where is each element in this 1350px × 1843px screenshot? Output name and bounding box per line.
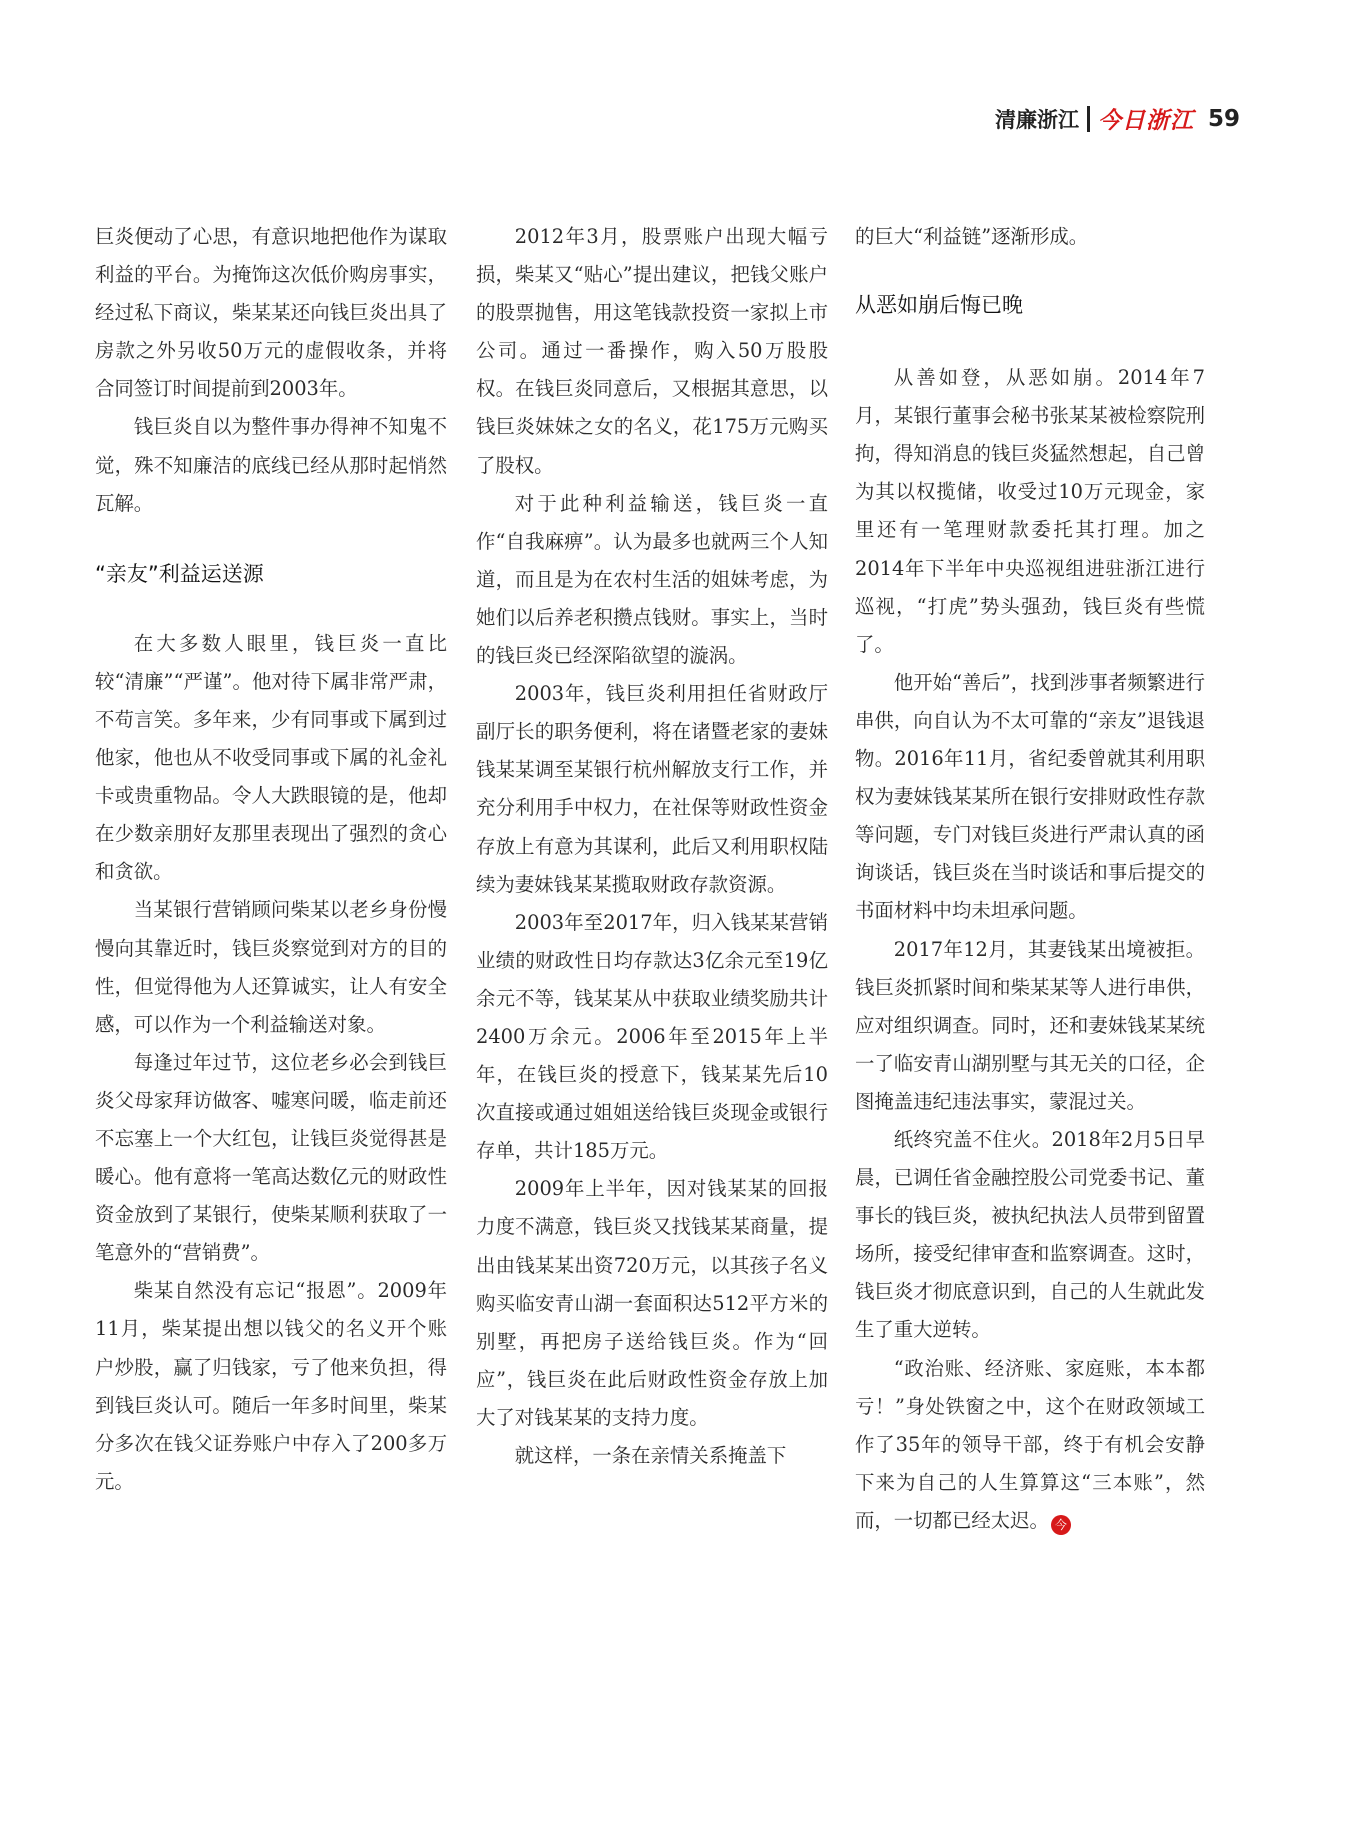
paragraph: 每逢过年过节，这位老乡必会到钱巨炎父母家拜访做客、嘘寒问暖，临走前还不忘塞上一个大红包，让钱巨炎觉得甚是暖心。他有意将一笔高达数亿元的财政性资金放到了某银行，使柴某顺利获取了一笔意外的“营销费”。 (95, 1050, 447, 1265)
paragraph: 2009年上半年，因对钱某某的回报力度不满意，钱巨炎又找钱某某商量，提出由钱某某出资720万元，以其孩子名义购买临安青山湖一套面积达512平方米的别墅，再把房子送给钱巨炎。作为“回应”，钱巨炎在此后财政性资金存放上加大了对钱某某的支持力度。 (476, 1177, 828, 1429)
page-number: 59 (1207, 105, 1240, 132)
paragraph: 纸终究盖不住火。2018年2月5日早晨，已调任省金融控股公司党委书记、董事长的钱巨炎，被执纪执法人员带到留置场所，接受纪律审查和监察调查。这时，钱巨炎才彻底意识到，自己的人生就此发生了重大逆转。 (855, 1127, 1205, 1342)
paragraph: 就这样，一条在亲情关系掩盖下 (514, 1444, 787, 1467)
section-heading: 从恶如崩后悔已晚 (855, 293, 1023, 318)
header-divider (1087, 106, 1090, 132)
paragraph: 在大多数人眼里，钱巨炎一直比较“清廉”“严谨”。他对待下属非常严肃，不苟言笑。多年来，少有同事或下属到过他家，他也从不收受同事或下属的礼金礼卡或贵重物品。令人大跌眼镜的是，他却在少数亲朋好友那里表现出了强烈的贪心和贪欲。 (95, 631, 447, 884)
page-header (995, 102, 1240, 135)
paragraph: 2003年至2017年，归入钱某某营销业绩的财政性日均存款达3亿余元至19亿余元不等，钱某某从中获取业绩奖励共计2400万余元。2006年至2015年上半年，在钱巨炎的授意下，钱某某先后10次直接或通过姐姐送给钱巨炎现金或银行存单，共计185万元。 (476, 910, 828, 1163)
article-column-2 (476, 218, 828, 1475)
paragraph: 2012年3月，股票账户出现大幅亏损，柴某又“贴心”提出建议，把钱父账户的股票抛售，用这笔钱款投资一家拟上市公司。通过一番操作，购入50万股股权。在钱巨炎同意后，又根据其意思，以钱巨炎妹妹之女的名义，花175万元购买了股权。 (476, 225, 828, 477)
section-heading: “亲友”利益运送源 (95, 561, 264, 586)
paragraph-final (855, 1350, 1205, 1540)
article-column-3 (855, 218, 1205, 1540)
paragraph: 巨炎便动了心思，有意识地把他作为谋取利益的平台。为掩饰这次低价购房事实，经过私下商议，柴某某还向钱巨炎出具了房款之外另收50万元的虚假收条，并将合同签订时间提前到2003年。 (95, 225, 447, 401)
paragraph: 当某银行营销顾问柴某以老乡身份慢慢向其靠近时，钱巨炎察觉到对方的目的性，但觉得他为人还算诚实，让人有安全感，可以作为一个利益输送对象。 (95, 898, 447, 1036)
paragraph: 的巨大“利益链”逐渐形成。 (855, 225, 1089, 248)
paragraph: 对于此种利益输送，钱巨炎一直作“自我麻痹”。认为最多也就两三个人知道，而且是为在农村生活的姐妹考虑，为她们以后养老积攒点钱财。事实上，当时的钱巨炎已经深陷欲望的漩涡。 (476, 491, 828, 668)
end-mark-icon: 今 (1051, 1515, 1071, 1535)
section-title: 清廉浙江 (994, 107, 1079, 132)
paragraph-text: “政治账、经济账、家庭账，本本都亏！”身处铁窗之中，这个在财政领域工作了35年的领导干部，终于有机会安静下来为自己的人生算算这“三本账”，然而，一切都已经太迟。 (855, 1356, 1205, 1532)
paragraph: 钱巨炎自以为整件事办得神不知鬼不觉，殊不知廉洁的底线已经从那时起悄然瓦解。 (95, 415, 447, 515)
paragraph: 2003年，钱巨炎利用担任省财政厅副厅长的职务便利，将在诸暨老家的妻妹钱某某调至某银行杭州解放支行工作，并充分利用手中权力，在社保等财政性资金存放上有意为其谋利，此后又利用职权陆续为妻妹钱某某揽取财政存款资源。 (476, 682, 828, 896)
paragraph: 2017年12月，其妻钱某出境被拒。钱巨炎抓紧时间和柴某某等人进行串供，应对组织调查。同时，还和妻妹钱某某统一了临安青山湖别墅与其无关的口径，企图掩盖违纪违法事实，蒙混过关。 (855, 937, 1205, 1113)
paragraph: 从善如登，从恶如崩。2014年7月，某银行董事会秘书张某某被检察院刑拘，得知消息的钱巨炎猛然想起，自己曾为其以权揽储，收受过10万元现金，家里还有一笔理财款委托其打理。加之2014年下半年中央巡视组进驻浙江进行巡视，“打虎”势头强劲，钱巨炎有些慌了。 (855, 366, 1205, 656)
paragraph: 他开始“善后”，找到涉事者频繁进行串供，向自认为不太可靠的“亲友”退钱退物。2016年11月，省纪委曾就其利用职权为妻妹钱某某所在银行安排财政性存款等问题，专门对钱巨炎进行严肃认真的函询谈话，钱巨炎在当时谈话和事后提交的书面材料中均未坦承问题。 (855, 670, 1205, 923)
article-column-1 (95, 218, 447, 1501)
magazine-logo: 今日浙江 (1097, 108, 1194, 134)
paragraph: 柴某自然没有忘记“报恩”。2009年11月，柴某提出想以钱父的名义开个账户炒股，赢了归钱家，亏了他来负担，得到钱巨炎认可。随后一年多时间里，柴某分多次在钱父证券账户中存入了200多万元。 (95, 1279, 447, 1493)
